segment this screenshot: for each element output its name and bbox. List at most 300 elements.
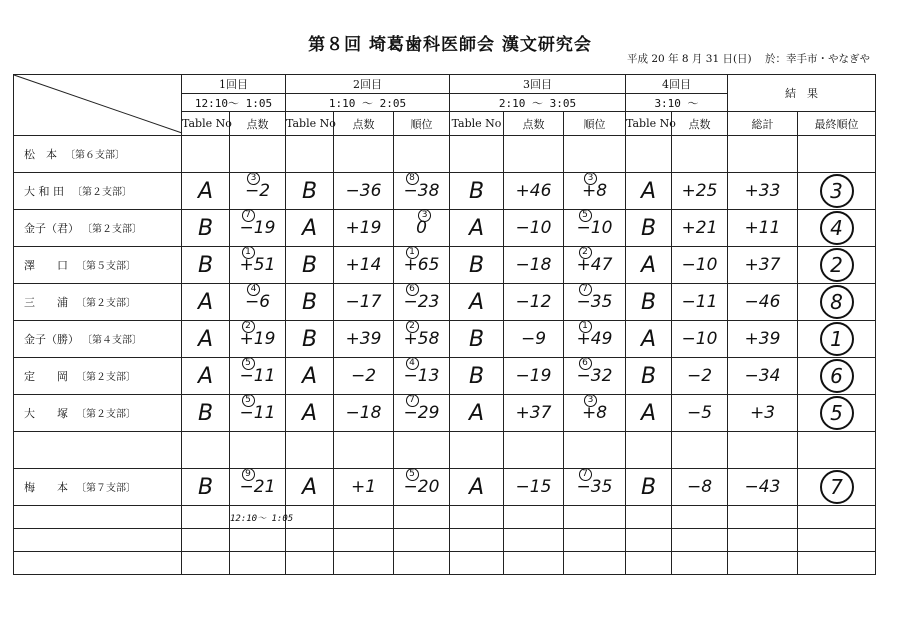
player-branch: 〔第７支部〕 [76,483,136,494]
round2-table-value: B [301,178,318,204]
table-position-number: 5 [242,357,255,370]
round4-table [626,395,672,432]
round1-score-value: −2 [244,181,271,201]
round1-score-wrap [239,358,276,386]
round2-rank-value: −23 [403,292,440,312]
round1-table [182,358,230,395]
round2-rank-wrap [403,469,440,497]
round1-score-wrap [239,321,276,349]
round3-score-value: −10 [515,218,552,238]
final-rank [798,395,876,432]
blank-cell [334,552,394,575]
col-final-rank: 最終順位 [798,112,876,136]
round2-score-value: −2 [350,366,377,386]
table-position-number: 4 [247,283,260,296]
round2-rank [394,210,450,247]
round2-score [334,210,394,247]
round1-score-wrap [244,284,271,312]
round3-table-value: B [468,326,485,352]
round4-score-value: −10 [681,255,718,275]
round3-table [450,136,504,173]
round3-rank-wrap [576,210,613,238]
round2-rank-wrap [403,247,440,275]
round3-table [450,173,504,210]
blank-cell [504,552,564,575]
round4-table [626,469,672,506]
round2-table-value: B [301,326,318,352]
blank-cell [334,506,394,529]
round4-score [672,358,728,395]
round4-score [672,469,728,506]
round2-rank-wrap [403,358,440,386]
round4-score-value: −8 [686,477,713,497]
player-row [14,358,876,395]
blank-cell [14,552,182,575]
round3-score [504,469,564,506]
final-rank-circle: 3 [820,174,854,208]
player-name: 三 浦 [24,296,68,309]
round1-score-wrap [239,395,276,423]
round4-header: 4回目 [626,75,728,94]
player-row [14,395,876,432]
col-score: 点数 [672,112,728,136]
round4-table-value: B [640,474,657,500]
round3-rank-value: −35 [576,292,613,312]
round1-table-value: A [197,326,214,352]
table-position-number: 5 [406,468,419,481]
player-name: 金子（勝） [24,333,79,346]
col-score: 点数 [504,112,564,136]
blank-cell [672,506,728,529]
table-position-number: 6 [406,283,419,296]
player-branch: 〔第５支部〕 [76,261,136,272]
total-score [728,321,798,358]
round3-score-value: −9 [520,329,547,349]
round1-score-wrap [239,210,276,238]
round4-table [626,247,672,284]
round4-score-value: −10 [681,329,718,349]
round2-table-value: A [301,400,318,426]
blank-cell [564,506,626,529]
round4-score-value: +25 [681,181,718,201]
table-position-number: 1 [242,246,255,259]
round3-rank-value: +8 [581,403,608,423]
round1-table-value: A [197,178,214,204]
round3-table-value: A [468,400,485,426]
blank-row [14,432,876,469]
total-score-value: −43 [744,477,781,497]
blank-cell [394,552,450,575]
round4-score [672,173,728,210]
round3-table [450,210,504,247]
player-name-cell [14,284,182,321]
round1-score [230,395,286,432]
round1-time: 12:10〜 1:05 [182,94,286,112]
round2-score-value: +19 [345,218,382,238]
blank-cell [626,529,672,552]
round4-score [672,210,728,247]
player-name: 定 岡 [24,370,68,383]
round3-table-value: A [468,289,485,315]
final-rank [798,210,876,247]
round4-time: 3:10 〜 [626,94,728,112]
player-name: 梅 本 [24,481,68,494]
round2-score-value: −18 [345,403,382,423]
round2-table [286,395,334,432]
player-name: 澤 口 [24,259,68,272]
round4-score [672,321,728,358]
player-branch: 〔第２支部〕 [76,298,136,309]
corner-diagonal-cell [14,75,182,136]
round1-score [230,469,286,506]
round3-rank-value: −10 [576,218,613,238]
table-position-number: 5 [242,394,255,407]
round4-table [626,321,672,358]
col-table-no: Table No [450,112,504,136]
round3-table [450,284,504,321]
player-branch: 〔第２支部〕 [76,409,136,420]
round1-score-wrap [244,173,271,201]
blank-cell [504,432,564,469]
player-name-cell [14,136,182,173]
round3-score [504,136,564,173]
round2-score [334,395,394,432]
round1-score-value: +19 [239,329,276,349]
round3-rank-value: −32 [576,366,613,386]
round1-table-value: B [197,215,214,241]
late-time-note: 12:10〜 1:05 [230,513,294,524]
round2-table-value: A [301,215,318,241]
player-name-cell [14,321,182,358]
round1-score-value: −21 [239,477,276,497]
total-score-value: +3 [749,403,776,423]
round3-rank [564,469,626,506]
player-name: 松 本 [24,148,57,161]
player-row [14,247,876,284]
round1-table [182,284,230,321]
blank-cell [672,552,728,575]
round1-score-wrap [239,469,276,497]
round2-score [334,136,394,173]
player-name: 金子（君） [24,222,79,235]
final-rank [798,358,876,395]
player-name: 大 和 田 [24,185,64,198]
final-rank [798,136,876,173]
event-place: 於：幸手市・やなぎや [765,53,870,65]
round1-score [230,358,286,395]
round3-rank [564,284,626,321]
round4-table [626,358,672,395]
round2-table [286,136,334,173]
table-position-number: 7 [579,283,592,296]
round3-rank [564,321,626,358]
round4-score [672,395,728,432]
document-title: 第８回 埼葛歯科医師会 漢文研究会 [308,35,592,55]
final-rank-circle: 1 [820,322,854,356]
round1-score [230,210,286,247]
final-rank [798,173,876,210]
round2-rank-value: −38 [403,181,440,201]
round3-table [450,247,504,284]
blank-cell [334,432,394,469]
result-header: 結 果 [728,75,876,112]
round3-score-value: −15 [515,477,552,497]
player-name-cell [14,210,182,247]
round1-score [230,321,286,358]
total-score [728,173,798,210]
total-score-value: +39 [744,329,781,349]
table-position-number: 5 [579,209,592,222]
round1-table-value: A [197,289,214,315]
round3-score [504,247,564,284]
round2-table [286,469,334,506]
round3-score-value: −12 [515,292,552,312]
table-position-number: 9 [242,468,255,481]
player-branch: 〔第４支部〕 [87,335,142,346]
player-row [14,321,876,358]
round1-table-value: B [197,400,214,426]
blank-cell [450,432,504,469]
table-position-number: 6 [579,357,592,370]
round1-header: 1回目 [182,75,286,94]
round3-table-value: B [468,363,485,389]
blank-cell [798,506,876,529]
round4-table [626,284,672,321]
round3-score [504,395,564,432]
round3-table-value: B [468,178,485,204]
player-name-cell [14,173,182,210]
round1-table-value: B [197,474,214,500]
round2-table [286,358,334,395]
round3-score-value: +37 [515,403,552,423]
round3-rank [564,136,626,173]
round2-score-value: +39 [345,329,382,349]
round3-rank-wrap [576,469,613,497]
round2-rank [394,136,450,173]
round4-score-value: +21 [681,218,718,238]
blank-cell [14,506,182,529]
round1-score-wrap [239,247,276,275]
round2-table [286,247,334,284]
col-rank: 順位 [564,112,626,136]
round3-rank [564,358,626,395]
total-score-value: +11 [744,218,781,238]
round2-rank [394,173,450,210]
round3-score [504,321,564,358]
round2-rank-wrap [403,173,440,201]
table-position-number: 3 [418,209,431,222]
blank-cell [182,552,230,575]
round3-table [450,469,504,506]
round3-table [450,321,504,358]
round4-table-value: A [640,252,657,278]
player-row [14,469,876,506]
round2-score [334,358,394,395]
round3-table-value: A [468,215,485,241]
col-table-no: Table No [286,112,334,136]
round4-score-value: −2 [686,366,713,386]
player-branch: 〔第２支部〕 [72,187,132,198]
blank-cell [564,432,626,469]
blank-cell [14,432,182,469]
table-position-number: 7 [242,209,255,222]
round2-score [334,247,394,284]
round4-score-value: −5 [686,403,713,423]
col-score: 点数 [230,112,286,136]
round1-score [230,136,286,173]
round4-table-value: B [640,289,657,315]
total-score [728,284,798,321]
total-score [728,358,798,395]
round4-table-value: A [640,400,657,426]
round2-score [334,469,394,506]
round4-score [672,136,728,173]
final-rank-circle: 7 [820,470,854,504]
round3-rank-value: −35 [576,477,613,497]
round2-score-value: +14 [345,255,382,275]
round2-table-value: A [301,474,318,500]
round3-score [504,284,564,321]
round1-score-value: −11 [239,366,276,386]
round1-score-value: −11 [239,403,276,423]
round1-table-value: A [197,363,214,389]
blank-cell [798,432,876,469]
round1-score-value: −6 [244,292,271,312]
round1-table [182,469,230,506]
player-name-cell [14,469,182,506]
round2-score-value: +1 [350,477,377,497]
round2-rank [394,321,450,358]
blank-cell [504,529,564,552]
total-score-value: −34 [744,366,781,386]
round1-table [182,173,230,210]
round4-table-value: A [640,178,657,204]
round2-rank-wrap [403,395,440,423]
round2-score-value: −17 [345,292,382,312]
round3-rank-value: +8 [581,181,608,201]
player-row [14,284,876,321]
player-branch: 〔第２支部〕 [76,372,136,383]
document-meta [617,51,870,66]
round4-table [626,136,672,173]
round1-score [230,284,286,321]
round3-score [504,358,564,395]
blank-cell [672,529,728,552]
blank-cell [564,552,626,575]
final-rank [798,321,876,358]
final-rank-circle: 4 [820,211,854,245]
final-rank [798,284,876,321]
round3-score-value: −19 [515,366,552,386]
blank-cell [798,529,876,552]
total-score [728,469,798,506]
event-date: 平成 20 年 8 月 31 日(日) [627,53,752,65]
round4-table-value: A [640,326,657,352]
total-score [728,247,798,284]
table-position-number: 2 [406,320,419,333]
round1-table [182,321,230,358]
round2-score-value: −36 [345,181,382,201]
round2-rank-value: +65 [403,255,440,275]
round1-score-value: −19 [239,218,276,238]
round1-score-value: +51 [239,255,276,275]
table-position-number: 3 [584,394,597,407]
round3-rank-wrap [576,358,613,386]
round4-score [672,284,728,321]
round2-rank [394,284,450,321]
round3-rank-wrap [581,395,608,423]
blank-cell [626,552,672,575]
round3-rank [564,173,626,210]
blank-cell [394,529,450,552]
round3-time: 2:10 〜 3:05 [450,94,626,112]
round1-table-value: B [197,252,214,278]
player-name-cell [14,358,182,395]
round3-rank-value: +47 [576,255,613,275]
total-score-value: +37 [744,255,781,275]
round4-score [672,247,728,284]
round2-rank [394,469,450,506]
round2-score [334,321,394,358]
round3-table-value: A [468,474,485,500]
round3-rank [564,210,626,247]
table-position-number: 8 [406,172,419,185]
round4-score-value: −11 [681,292,718,312]
round3-rank-wrap [576,247,613,275]
blank-cell [334,529,394,552]
round3-table [450,358,504,395]
blank-cell [394,506,450,529]
player-name-cell [14,395,182,432]
blank-cell [564,529,626,552]
round3-rank [564,247,626,284]
player-row [14,136,876,173]
round2-header: 2回目 [286,75,450,94]
round3-score-value: −18 [515,255,552,275]
player-name: 大 塚 [24,407,68,420]
round3-rank-wrap [576,284,613,312]
blank-cell [728,432,798,469]
blank-row [14,552,876,575]
col-rank: 順位 [394,112,450,136]
table-position-number: 3 [247,172,260,185]
round3-rank-wrap [576,321,613,349]
blank-cell [230,529,286,552]
blank-cell [672,432,728,469]
round3-rank [564,395,626,432]
blank-cell [450,552,504,575]
blank-cell [450,506,504,529]
blank-cell [504,506,564,529]
final-rank-circle: 2 [820,248,854,282]
blank-cell [182,506,230,529]
blank-cell [230,432,286,469]
final-rank [798,247,876,284]
table-position-number: 2 [579,246,592,259]
total-score-value: −46 [744,292,781,312]
blank-cell [182,529,230,552]
round2-rank [394,395,450,432]
col-table-no: Table No [626,112,672,136]
round2-rank [394,247,450,284]
blank-row [14,529,876,552]
round1-table [182,395,230,432]
final-rank-circle: 5 [820,396,854,430]
player-row [14,210,876,247]
blank-cell [230,506,294,529]
blank-cell [450,529,504,552]
round1-table [182,210,230,247]
